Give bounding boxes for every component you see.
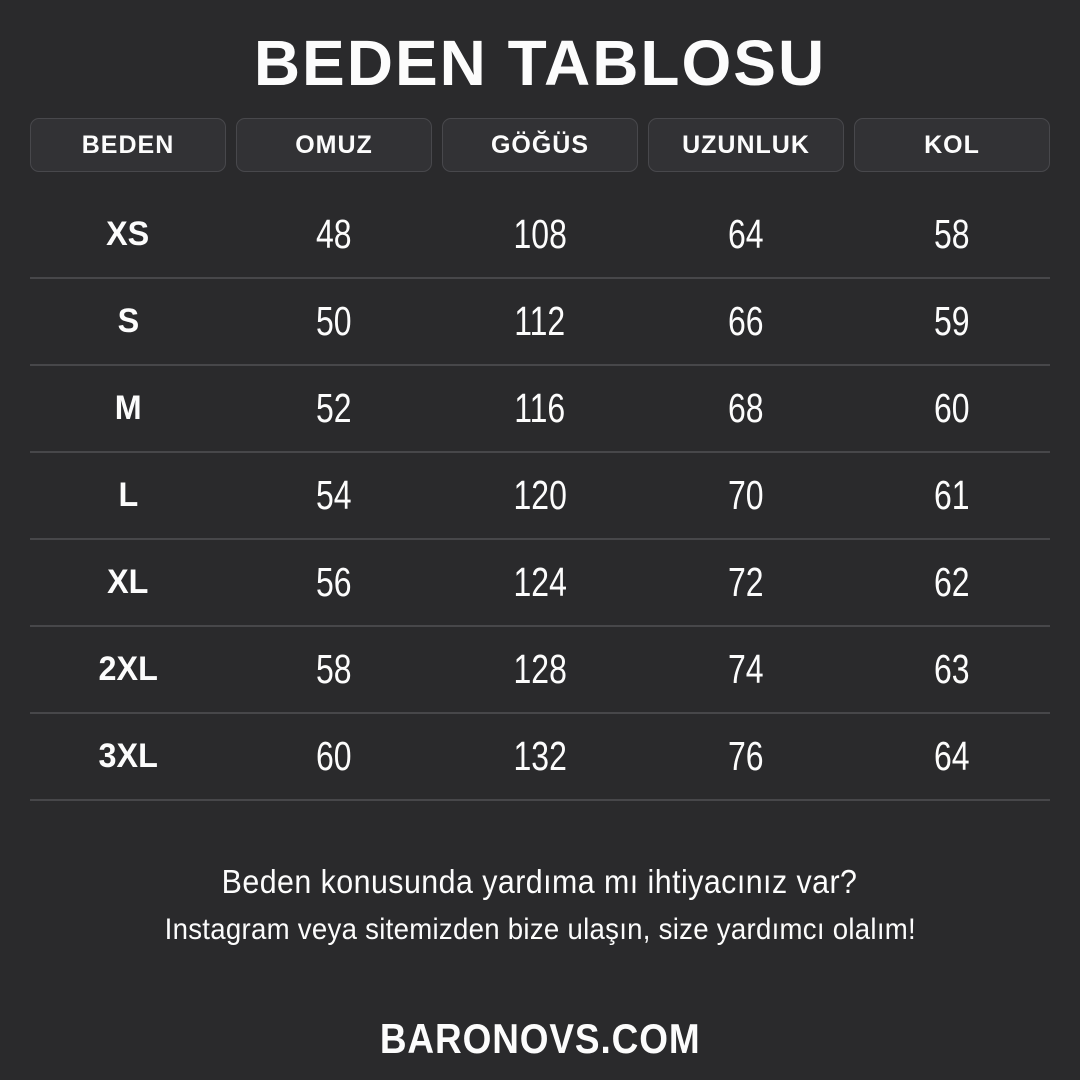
chest-value-cell: 112	[514, 298, 566, 345]
table-row	[30, 453, 1050, 540]
size-table	[30, 192, 1050, 801]
help-text	[0, 863, 1080, 947]
chest-value-cell: 108	[513, 211, 567, 258]
table-row	[30, 627, 1050, 714]
size-label-cell: 2XL	[98, 650, 158, 689]
size-label-cell: XL	[107, 563, 149, 602]
size-label-cell: M	[114, 389, 142, 428]
shoulder-value-cell: 50	[316, 298, 352, 345]
chest-value-cell: 128	[513, 646, 567, 693]
sleeve-value-cell: 59	[934, 298, 970, 345]
shoulder-value-cell: 48	[316, 211, 352, 258]
header-pill-uzunluk: UZUNLUK	[648, 118, 844, 172]
chest-value-cell: 120	[513, 472, 567, 519]
sleeve-value-cell: 60	[934, 385, 970, 432]
size-label-cell: XS	[106, 215, 150, 254]
sleeve-value-cell: 64	[934, 733, 970, 780]
table-header-row	[30, 118, 1050, 172]
length-value-cell: 64	[728, 211, 764, 258]
table-row	[30, 279, 1050, 366]
header-pill-kol: KOL	[854, 118, 1050, 172]
length-value-cell: 74	[728, 646, 764, 693]
chest-value-cell: 116	[514, 385, 566, 432]
help-line-1: Beden konusunda yardıma mı ihtiyacınız var?	[222, 863, 858, 901]
help-line-2: Instagram veya sitemizden bize ulaşın, size yardımcı olalım!	[164, 913, 916, 947]
size-label-cell: L	[118, 476, 138, 515]
chest-value-cell: 124	[513, 559, 567, 606]
page-title: BEDEN TABLOSU	[253, 27, 827, 99]
table-row	[30, 366, 1050, 453]
sleeve-value-cell: 63	[934, 646, 970, 693]
length-value-cell: 68	[728, 385, 764, 432]
length-value-cell: 76	[728, 733, 764, 780]
shoulder-value-cell: 54	[316, 472, 352, 519]
chest-value-cell: 132	[513, 733, 567, 780]
table-row	[30, 540, 1050, 627]
shoulder-value-cell: 60	[316, 733, 352, 780]
size-label-cell: 3XL	[98, 737, 158, 776]
header-pill-beden: BEDEN	[30, 118, 226, 172]
shoulder-value-cell: 52	[316, 385, 352, 432]
size-label-cell: S	[117, 302, 139, 341]
length-value-cell: 66	[728, 298, 764, 345]
header-pill-omuz: OMUZ	[236, 118, 432, 172]
sleeve-value-cell: 61	[934, 472, 970, 519]
table-row	[30, 714, 1050, 801]
shoulder-value-cell: 56	[316, 559, 352, 606]
length-value-cell: 72	[728, 559, 764, 606]
sleeve-value-cell: 62	[934, 559, 970, 606]
shoulder-value-cell: 58	[316, 646, 352, 693]
length-value-cell: 70	[728, 472, 764, 519]
website-footer: BARONOVS.COM	[379, 1015, 701, 1063]
sleeve-value-cell: 58	[934, 211, 970, 258]
header-pill-gogus: GÖĞÜS	[442, 118, 638, 172]
table-row	[30, 192, 1050, 279]
